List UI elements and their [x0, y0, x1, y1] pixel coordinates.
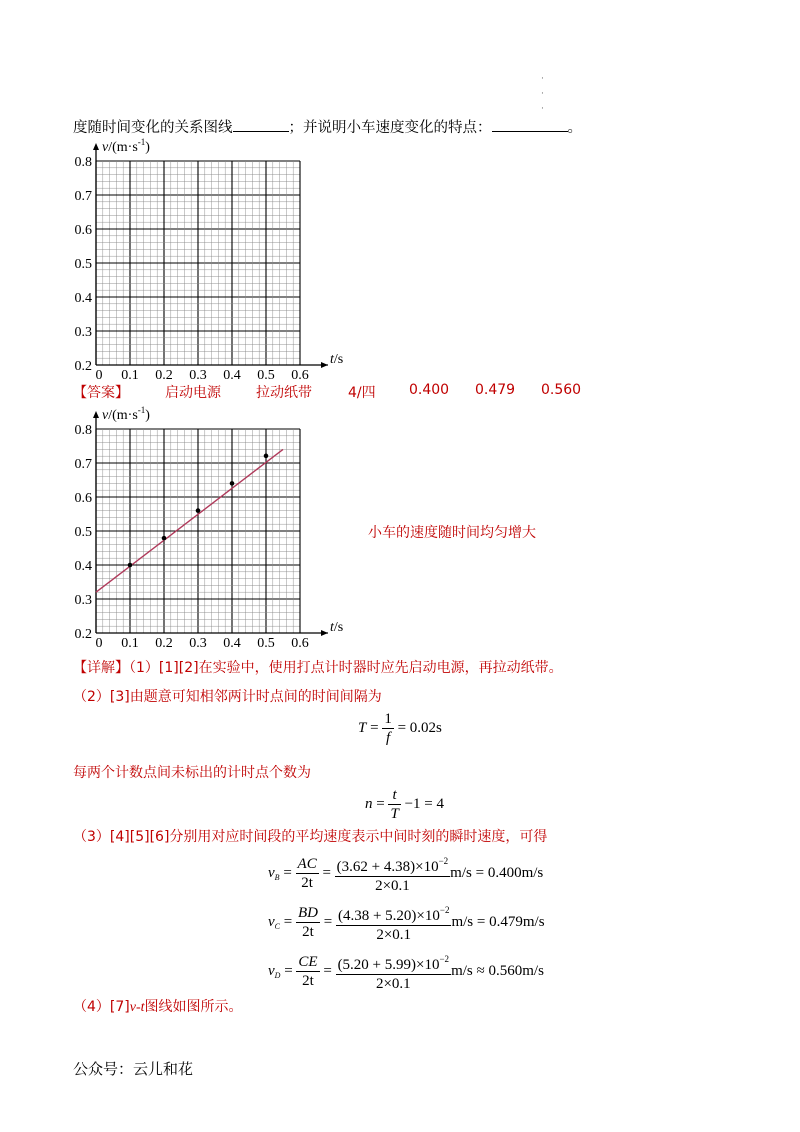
question-text-before: 度随时间变化的关系图线 [73, 120, 233, 136]
eq-vb-result: 0.400m/s [487, 864, 544, 881]
chart1-y-axis-close: ) [145, 140, 150, 155]
eq2-lhs: n [365, 795, 373, 812]
chart1-y-axis-arrow [93, 143, 99, 150]
chart2-y-tick-label: 0.4 [74, 559, 92, 574]
eq-vd-d1: 2t [302, 973, 314, 989]
eq-vd-n1: CE [298, 954, 318, 970]
chart1-y-axis-sup: -1 [137, 137, 146, 147]
chart2-y-axis-label [102, 405, 150, 423]
step4-prefix: （4）[7] [73, 999, 130, 1015]
blank-vt-chart [60, 136, 350, 383]
explanation-label: 【详解】 [73, 660, 129, 676]
eq2-fraction [388, 786, 400, 823]
chart2-data-point [196, 508, 201, 513]
chart1-y-axis-label [102, 137, 150, 155]
eq-vb-d1: 2t [301, 875, 313, 891]
answer-item-2: 拉动纸带 [256, 385, 312, 401]
chart2-data-point [264, 454, 269, 459]
chart2-x-tick-label: 0.3 [189, 636, 207, 651]
step4-var: v-t [129, 1000, 145, 1015]
explanation-step-4 [73, 996, 243, 1016]
answer-label: 【答案】 [73, 385, 129, 401]
eq-vc-unit: m/s [451, 913, 474, 930]
chart2-x-axis-label [330, 620, 343, 635]
answer-item-5: 0.479 [475, 382, 516, 398]
eq-vc-n1: BD [297, 905, 318, 921]
eq-vb-unit: m/s [450, 864, 472, 881]
answer-item-3: 4/四 [348, 385, 376, 401]
chart1-y-tick-label: 0.6 [74, 223, 92, 238]
eq-vb-frac1 [296, 855, 319, 892]
chart1-x-tick-label: 0.4 [223, 368, 241, 383]
chart2-y-tick-label: 0.3 [74, 593, 92, 608]
chart1-x-tick-label: 0 [95, 368, 103, 383]
chart1-grid [96, 161, 300, 365]
chart1-x-axis-unit: /s [333, 352, 344, 367]
chart2-x-tick-label: 0.1 [121, 636, 139, 651]
equation-count: n = $\frac{t}{T}$ −1 = 4 [365, 787, 444, 822]
chart1-y-tick-label: 0.7 [74, 189, 92, 204]
eq-vc-frac1 [296, 904, 320, 941]
chart2-y-axis-sup: -1 [137, 405, 146, 415]
chart2-x-axis-unit: /s [333, 620, 344, 635]
chart2-y-tick-label: 0.6 [74, 491, 92, 506]
explanation-step-2b: 每两个计数点间未标出的计时点个数为 [73, 765, 311, 781]
eq-vd-var: v [268, 962, 275, 979]
answer-item-4: 0.400 [409, 382, 450, 398]
chart1-y-tick-label: 0.4 [74, 291, 92, 306]
question-line [73, 116, 582, 137]
equation-period: T = $\frac{1}{f}$ = 0.02s [358, 711, 442, 746]
chart2-data-point [230, 481, 235, 486]
chart2-y-tick-label: 0.2 [74, 627, 92, 642]
eq1-rhs: 0.02s [409, 719, 442, 736]
eq-vc-sub: C [274, 921, 281, 931]
chart1-y-tick-label: 0.8 [74, 155, 92, 170]
answer-blank-1 [233, 117, 289, 132]
side-dot: · [541, 89, 544, 99]
chart2-y-axis-arrow [93, 411, 99, 418]
chart1-y-axis-var: v [102, 140, 109, 155]
eq-vb-n1: AC [297, 856, 317, 872]
chart2-x-tick-label: 0 [95, 636, 103, 651]
answer-item-6: 0.560 [541, 382, 582, 398]
eq-vd-n2: (5.20 + 5.99)×10 [337, 957, 440, 973]
equation-vc: $v_C$ = $\frac{BD}{2t}$ = $\frac{(4.38 + 5.20)\times 10^{-2}}{2\times 0.1}$ m/s = 0.479m/s [268, 901, 545, 944]
chart1-x-tick-label: 0.2 [155, 368, 173, 383]
answer-vt-chart [60, 404, 350, 651]
answer-item-1: 启动电源 [165, 385, 221, 401]
eq1-lhs: T [358, 719, 367, 736]
eq-vb-op: = [475, 864, 485, 881]
eq-vb-var: v [268, 864, 275, 881]
eq-vd-exp: −2 [439, 954, 450, 964]
chart2-x-tick-label: 0.4 [223, 636, 241, 651]
eq-vc-d2: 2×0.1 [376, 927, 412, 943]
chart2-y-axis-close: ) [145, 408, 150, 423]
eq-vd-op: ≈ [476, 962, 485, 979]
explanation-step-1 [73, 657, 563, 677]
eq1-den: f [385, 730, 391, 746]
eq-vb-exp: −2 [438, 856, 449, 866]
side-dots [541, 72, 544, 117]
eq-vc-var: v [268, 913, 275, 930]
question-text-middle: ；并说明小车速度变化的特点： [288, 120, 492, 136]
eq-vc-op: = [476, 913, 486, 930]
chart2-x-tick-label: 0.2 [155, 636, 173, 651]
eq-vb-n2: (3.62 + 4.38)×10 [336, 859, 439, 875]
eq-vd-unit: m/s [451, 962, 473, 979]
answer-feature: 小车的速度随时间均匀增大 [368, 525, 536, 541]
chart1-x-axis-arrow [321, 362, 328, 368]
eq-vc-result: 0.479m/s [489, 913, 545, 930]
eq-vc-d1: 2t [302, 924, 314, 940]
chart2-x-tick-label: 0.6 [291, 636, 309, 651]
eq-vc-exp: −2 [439, 905, 450, 915]
chart1-y-tick-label: 0.3 [74, 325, 92, 340]
eq2-rest: −1 = 4 [404, 795, 444, 812]
chart2-y-tick-label: 0.8 [74, 423, 92, 438]
eq-vb-d2: 2×0.1 [375, 878, 410, 894]
chart2-fit-line [96, 449, 283, 592]
chart1-x-tick-label: 0.3 [189, 368, 207, 383]
question-text-end: 。 [567, 120, 582, 136]
equation-vb: $v_B$ = $\frac{AC}{2t}$ = $\frac{(3.62 + 4.38)\times 10^{-2}}{2\times 0.1}$ m/s = 0.400m/s [268, 852, 543, 895]
chart2-y-axis-unit: /(m·s [108, 408, 138, 423]
eq-vb-sub: B [274, 872, 280, 882]
chart1-x-tick-label: 0.1 [121, 368, 139, 383]
chart2-data-point [128, 563, 133, 568]
eq2-num: t [388, 786, 400, 805]
explanation-step-1-text: （1）[1][2]在实验中，使用打点计时器时应先启动电源，再拉动纸带。 [129, 660, 563, 676]
equation-vd: $v_D$ = $\frac{CE}{2t}$ = $\frac{(5.20 + 5.99)\times 10^{-2}}{2\times 0.1}$ m/s ≈ 0.560m/s [268, 950, 544, 993]
step4-suffix: 图线如图所示。 [144, 999, 243, 1015]
eq-vd-sub: D [274, 970, 281, 980]
chart1-y-axis-unit: /(m·s [108, 140, 138, 155]
chart2-data-point [162, 536, 167, 541]
eq-vc-n2: (4.38 + 5.20)×10 [337, 908, 440, 924]
explanation-step-2: （2）[3]由题意可知相邻两计时点间的时间间隔为 [73, 689, 382, 705]
eq-vd-frac2 [336, 950, 452, 993]
chart2-y-tick-label: 0.5 [74, 525, 92, 540]
chart1-x-tick-label: 0.5 [257, 368, 275, 383]
side-dot: · [541, 74, 544, 84]
eq1-fraction [382, 710, 394, 747]
chart2-x-axis-arrow [321, 630, 328, 636]
chart1-x-axis-var: t [330, 352, 334, 367]
eq-vd-result: 0.560m/s [488, 962, 544, 979]
footer-account: 公众号：云儿和花 [73, 1060, 194, 1078]
chart2-y-tick-label: 0.7 [74, 457, 92, 472]
eq-vc-frac2 [336, 901, 452, 944]
eq-vd-frac1 [296, 953, 319, 990]
chart1-y-tick-label: 0.5 [74, 257, 92, 272]
answer-blank-2 [492, 117, 568, 132]
eq-vd-d2: 2×0.1 [375, 976, 411, 992]
side-dot: · [541, 104, 544, 114]
eq2-den: T [390, 806, 399, 822]
eq1-num: 1 [384, 711, 392, 727]
chart2-x-axis-var: t [330, 620, 334, 635]
chart1-x-tick-label: 0.6 [291, 368, 309, 383]
explanation-step-3: （3）[4][5][6]分别用对应时间段的平均速度表示中间时刻的瞬时速度，可得 [73, 829, 548, 845]
chart1-x-axis-label [330, 352, 343, 367]
eq-vb-frac2 [335, 852, 451, 895]
chart2-y-axis-var: v [102, 408, 109, 423]
chart2-x-tick-label: 0.5 [257, 636, 275, 651]
chart1-y-tick-label: 0.2 [74, 359, 92, 374]
